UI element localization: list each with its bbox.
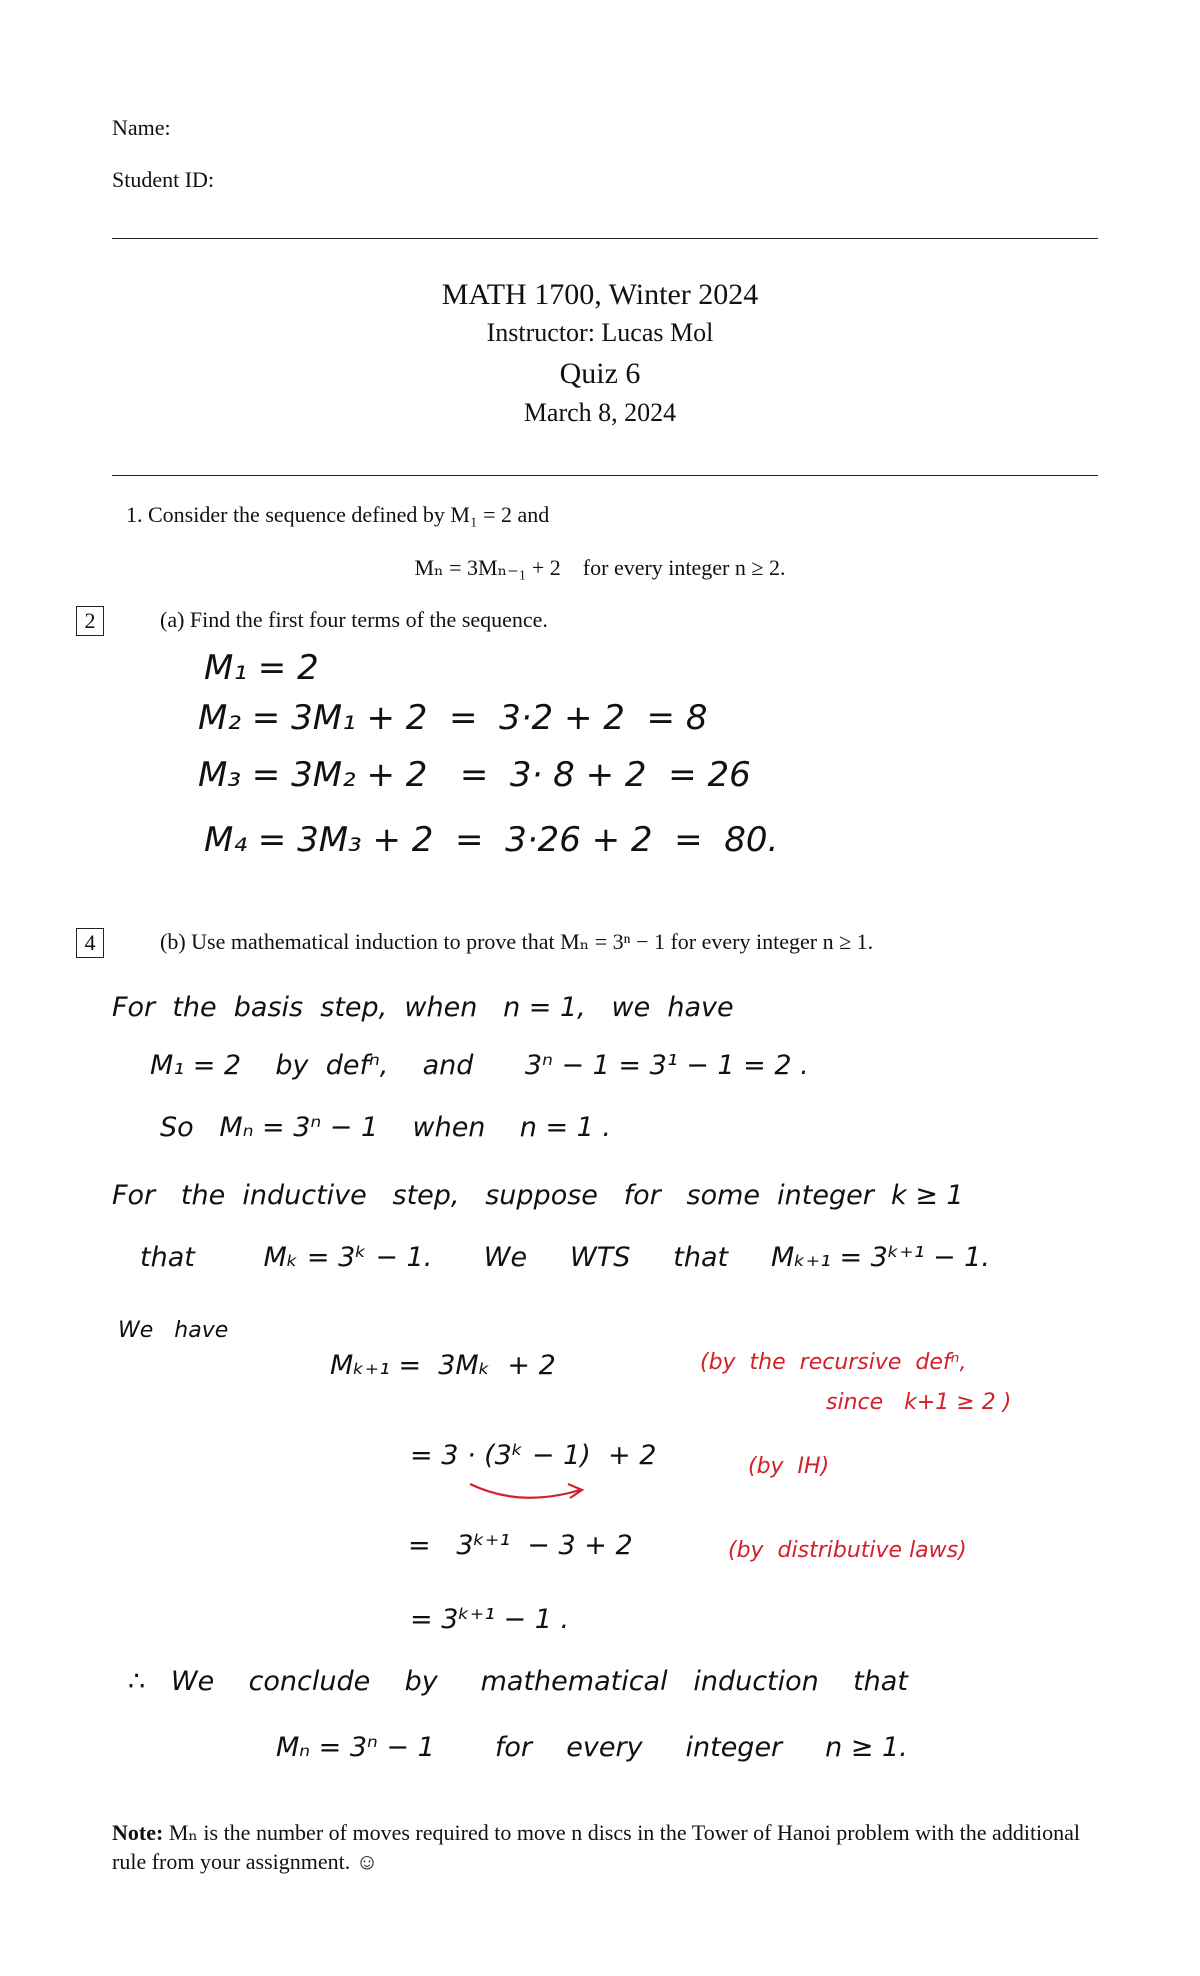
conclusion-line-1: ∴ We conclude by mathematical induction that [128,1666,908,1697]
points-box-a: 2 [76,606,104,636]
top-divider [112,238,1098,239]
quiz-title: Quiz 6 [559,357,641,390]
name-label: Name: [112,115,171,140]
question-1-intro: 1. Consider the sequence defined by M₁ = 2 and [126,502,550,527]
we-have-label: We have [118,1318,229,1343]
part-b-prompt: (b) Use mathematical induction to prove that Mₙ = 3ⁿ − 1 for every integer n ≥ 1. [160,929,874,954]
instructor-line: Instructor: Lucas Mol [486,318,714,347]
recurrence-relation: Mₙ = 3Mₙ₋₁ + 2 for every integer n ≥ 2. [414,555,786,580]
step-4: = 3ᵏ⁺¹ − 1 . [410,1604,570,1635]
justification-since: since k+1 ≥ 2 ) [826,1390,1012,1415]
answer-a-line-1: M₁ = 2 [204,648,319,688]
course-title: MATH 1700, Winter 2024 [441,278,759,311]
basis-line-1: For the basis step, when n = 1, we have [112,992,734,1023]
justification-ih: (by IH) [748,1454,830,1479]
points-box-b: 4 [76,928,104,958]
note-paragraph [112,1818,1102,1876]
note-text: Mₙ is the number of moves required to move n discs in the Tower of Hanoi problem with the additional rule from your assignment. ☺ [112,1820,1081,1874]
quiz-date: March 8, 2024 [523,398,677,427]
answer-a-line-2: M₂ = 3M₁ + 2 = 3·2 + 2 = 8 [198,698,708,738]
part-a-prompt: (a) Find the first four terms of the sequence. [160,607,548,632]
distribution-arrow-icon [460,1476,600,1512]
justification-recursive-def: (by the recursive defⁿ, [700,1350,967,1375]
answer-a-line-3: M₃ = 3M₂ + 2 = 3· 8 + 2 = 26 [198,755,751,795]
conclusion-line-2: Mₙ = 3ⁿ − 1 for every integer n ≥ 1. [276,1732,908,1763]
step-2: = 3 · (3ᵏ − 1) + 2 [410,1440,657,1471]
bottom-divider [112,475,1098,476]
basis-line-2: M₁ = 2 by defⁿ, and 3ⁿ − 1 = 3¹ − 1 = 2 . [150,1050,809,1081]
inductive-line-2: that Mₖ = 3ᵏ − 1. We WTS that Mₖ₊₁ = 3ᵏ⁺¹ − 1. [140,1242,990,1273]
basis-line-3: So Mₙ = 3ⁿ − 1 when n = 1 . [160,1112,611,1143]
student-id-label: Student ID: [112,167,215,192]
inductive-line-1: For the inductive step, suppose for some integer k ≥ 1 [112,1180,964,1211]
justification-distributive: (by distributive laws) [728,1538,967,1563]
answer-a-line-4: M₄ = 3M₃ + 2 = 3·26 + 2 = 80. [204,820,779,860]
step-3: = 3ᵏ⁺¹ − 3 + 2 [408,1530,633,1561]
note-label: Note: [112,1820,164,1845]
step-1: Mₖ₊₁ = 3Mₖ + 2 [330,1350,556,1381]
